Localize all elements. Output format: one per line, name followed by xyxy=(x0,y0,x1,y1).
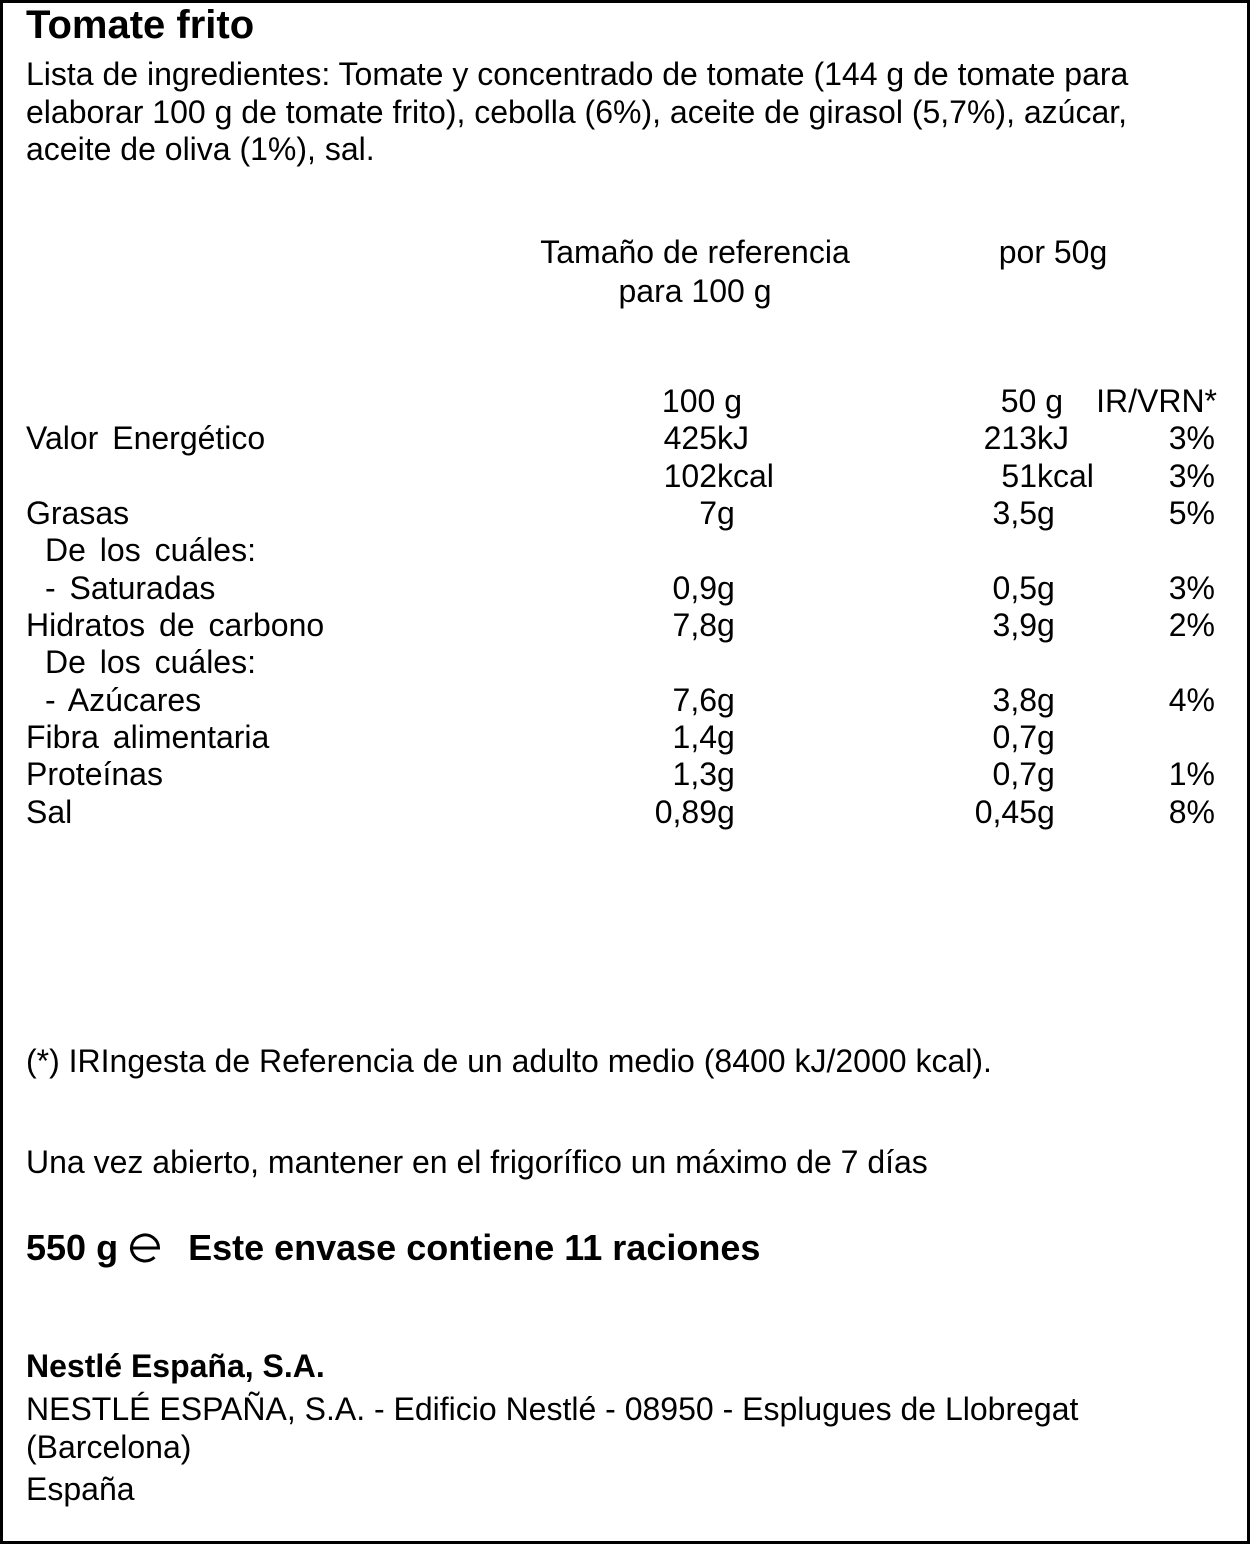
nutrient-label: Proteínas xyxy=(26,756,163,793)
storage-instructions: Una vez abierto, mantener en el frigorífico un máximo de 7 días xyxy=(26,1144,928,1180)
value-per-50g: 0,7 xyxy=(992,719,1037,756)
value-per-100g: 7,6 xyxy=(672,681,717,718)
unit-per-100g: g xyxy=(717,495,735,532)
unit-per-100g: g xyxy=(717,756,735,793)
nutrient-label: Fibra alimentaria xyxy=(26,719,270,756)
reference-size-line-1: Tamaño de referencia xyxy=(540,234,850,270)
value-per-100g: 1,3 xyxy=(672,756,717,793)
nutrition-row-carbohydrates-breakdown xyxy=(0,644,1250,681)
value-per-100g: 1,4 xyxy=(672,719,717,756)
portion-header: por 50g xyxy=(998,234,1108,270)
nutrition-row-fat xyxy=(0,495,1250,532)
ir-percentage: 3% xyxy=(1168,569,1215,606)
company-name: Nestlé España, S.A. xyxy=(26,1348,325,1384)
ir-percentage: 8% xyxy=(1168,793,1215,830)
unit-per-50g: g xyxy=(1037,793,1055,830)
value-per-100g: 102 xyxy=(663,457,717,494)
nutrition-row-protein xyxy=(0,756,1250,793)
value-per-50g: 0,5 xyxy=(992,569,1037,606)
ir-footnote: (*) IRIngesta de Referencia de un adulto medio (8400 kJ/2000 kcal). xyxy=(26,1043,992,1079)
nutrient-label: Hidratos de carbono xyxy=(26,607,325,644)
column-header-per-100g: 100 g xyxy=(661,383,742,419)
nutrient-group-label: De los cuáles: xyxy=(45,644,256,681)
value-per-100g: 0,9 xyxy=(672,569,717,606)
unit-per-100g: g xyxy=(717,569,735,606)
ir-percentage: 3% xyxy=(1168,457,1215,494)
nutrient-group-label: De los cuáles: xyxy=(45,532,256,569)
nutrient-label: Valor Energético xyxy=(26,420,266,457)
ir-percentage: 3% xyxy=(1168,420,1215,457)
value-per-50g: 3,8 xyxy=(992,681,1037,718)
unit-per-100g: g xyxy=(717,607,735,644)
servings-count: Este envase contiene 11 raciones xyxy=(188,1227,761,1268)
value-per-50g: 0,7 xyxy=(992,756,1037,793)
value-per-50g: 3,5 xyxy=(992,495,1037,532)
value-per-100g: 0,89 xyxy=(654,793,717,830)
column-header-row xyxy=(0,383,1250,420)
nutrition-row-fat-breakdown xyxy=(0,532,1250,569)
unit-per-50g: g xyxy=(1037,756,1055,793)
column-header-ir: IR/VRN* xyxy=(1096,383,1217,419)
ir-percentage: 1% xyxy=(1168,756,1215,793)
ir-percentage: 2% xyxy=(1168,607,1215,644)
unit-per-50g: kcal xyxy=(1037,457,1094,494)
value-per-100g: 425 xyxy=(663,420,717,457)
nutrition-table xyxy=(0,383,1250,831)
unit-per-100g: g xyxy=(717,793,735,830)
unit-per-100g: kJ xyxy=(717,420,749,457)
unit-per-100g: g xyxy=(717,681,735,718)
net-weight: 550 g xyxy=(26,1227,119,1268)
nutrition-row-salt xyxy=(0,794,1250,831)
value-per-50g: 213 xyxy=(983,420,1037,457)
nutrient-label: Sal xyxy=(26,793,73,830)
ir-percentage: 4% xyxy=(1168,681,1215,718)
unit-per-50g: g xyxy=(1037,719,1055,756)
estimated-sign-icon xyxy=(128,1232,162,1264)
nutrition-row-energy-kj xyxy=(0,420,1250,457)
unit-per-50g: g xyxy=(1037,607,1055,644)
unit-per-50g: kJ xyxy=(1037,420,1069,457)
nutrition-row-energy-kcal xyxy=(0,458,1250,495)
nutrient-label: Grasas xyxy=(26,495,130,532)
value-per-50g: 51 xyxy=(1001,457,1037,494)
product-title: Tomate frito xyxy=(26,3,255,47)
company-country: España xyxy=(26,1471,135,1507)
reference-size-header xyxy=(495,233,895,310)
unit-per-100g: kcal xyxy=(717,457,774,494)
ir-percentage: 5% xyxy=(1168,495,1215,532)
unit-per-50g: g xyxy=(1037,681,1055,718)
reference-size-line-2: para 100 g xyxy=(618,272,772,309)
unit-per-50g: g xyxy=(1037,495,1055,532)
nutrient-label: - Saturadas xyxy=(45,569,216,606)
nutrition-row-fibre xyxy=(0,719,1250,756)
ingredients-list: Lista de ingredientes: Tomate y concentrado de tomate (144 g de tomate para elaborar 100 g de tomate frito), cebolla (6%), aceite de girasol (5,7%), azúcar, aceite de oliva (1%), sal. xyxy=(26,56,1129,167)
value-per-100g: 7,8 xyxy=(672,607,717,644)
nutrition-row-sugars xyxy=(0,682,1250,719)
nutrition-row-saturated xyxy=(0,570,1250,607)
value-per-50g: 3,9 xyxy=(992,607,1037,644)
nutrient-label: - Azúcares xyxy=(45,681,202,718)
value-per-100g: 7 xyxy=(699,495,717,532)
unit-per-100g: g xyxy=(717,719,735,756)
value-per-50g: 0,45 xyxy=(974,793,1037,830)
company-address: NESTLÉ ESPAÑA, S.A. - Edificio Nestlé - 08950 - Esplugues de Llobregat (Barcelona) xyxy=(26,1391,1079,1465)
column-header-per-50g: 50 g xyxy=(1000,383,1063,419)
unit-per-50g: g xyxy=(1037,569,1055,606)
nutrition-row-carbohydrates xyxy=(0,607,1250,644)
net-weight-line xyxy=(26,1227,760,1269)
